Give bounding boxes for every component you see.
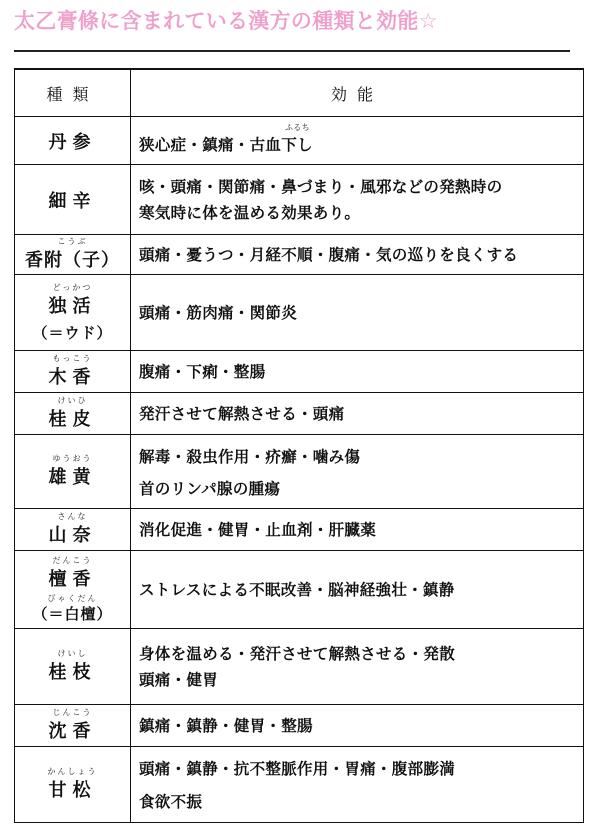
effect-text: 消化促進・健胃・止血剤・肝臓薬 [139,520,377,539]
effect-cell [131,705,584,747]
kind-ruby: こうぶ [57,237,88,246]
effect-cell [131,629,584,705]
kind-cell [15,629,131,705]
kind-name: 木香 [48,367,97,388]
effect-text: 鎮痛・鎮静・健胃・整腸 [139,716,313,735]
kind-cell [15,705,131,747]
kind-cell [15,117,131,165]
page-title: 太乙膏條に含まれている漢方の種類と効能☆ [14,9,438,33]
kind-alias: （＝ウド） [32,323,113,342]
effect-text: 狭心症・鎮痛・古血下し [139,135,313,154]
kind-ruby: ゆうおう [52,454,93,463]
effect-text: ストレスによる不眠改善・脳神経強壮・鎮静 [139,580,455,599]
kind-name: 山奈 [48,525,97,546]
effect-cell [131,393,584,435]
table-row [15,275,584,351]
kind-cell [15,509,131,551]
table-row [15,117,584,165]
table-row [15,705,584,747]
effect-text: 腹痛・下痢・整腸 [139,362,266,381]
effect-text: 頭痛・健胃 [139,670,219,689]
kind-ruby: どっかつ [52,282,93,292]
kind-name: 沈香 [48,721,97,742]
kind-name: 甘松 [48,780,97,801]
table-row [15,393,584,435]
effect-text: 解毒・殺虫作用・疥癬・噛み傷 [139,447,361,466]
table-row [15,351,584,393]
effect-text: 咳・頭痛・関節痛・鼻づまり・風邪などの発熱時の [139,177,503,196]
kind-name: 香附（子） [25,250,120,271]
table-row [15,551,584,629]
kind-alias-ruby: びゃくだん [47,593,98,603]
table-row [15,629,584,705]
kind-cell [15,165,131,235]
kind-cell [15,435,131,509]
kind-cell [15,747,131,823]
title-underline [14,50,570,52]
kind-name: 丹参 [48,131,97,153]
kind-cell [15,235,131,275]
effect-ruby: ふるち [285,122,310,132]
effect-cell [131,165,584,235]
kind-name: 独活 [48,295,97,317]
effect-cell [131,351,584,393]
kind-name: 檀香 [48,568,97,590]
kind-ruby: けいし [57,649,88,658]
effect-text: 頭痛・筋肉痛・関節炎 [139,303,298,322]
effect-cell [131,435,584,509]
kind-name: 細辛 [48,190,97,212]
effect-text: 寒気時に体を温める効果あり。 [139,203,361,222]
table-header-row [15,69,584,117]
effect-cell [131,551,584,629]
kind-name: 雄黄 [48,467,97,488]
kind-ruby: かんしょう [47,767,98,776]
effect-cell [131,117,584,165]
table-row [15,509,584,551]
kind-alias: （＝白檀） [32,604,113,623]
effect-text: 食欲不振 [139,792,203,811]
kind-ruby: じんこう [52,708,93,717]
effect-text: 頭痛・鎮静・抗不整脈作用・胃痛・腹部膨満 [139,759,456,778]
kind-cell [15,351,131,393]
effect-cell [131,235,584,275]
header-effect: 効能 [131,69,584,117]
table-row [15,235,584,275]
effect-cell [131,509,584,551]
effect-text: 発汗させて解熱させる・頭痛 [139,404,345,423]
effect-cell [131,275,584,351]
effect-text: 頭痛・憂うつ・月経不順・腹痛・気の巡りを良くする [139,245,519,264]
herb-table [14,68,584,823]
effect-text: 首のリンパ腺の腫瘍 [139,479,281,498]
table-row [15,747,584,823]
kind-cell [15,551,131,629]
kind-ruby: もっこう [52,354,93,363]
kind-cell [15,275,131,351]
effect-cell [131,747,584,823]
header-kind: 種類 [15,69,131,117]
table-row [15,165,584,235]
kind-cell [15,393,131,435]
table-row [15,435,584,509]
kind-ruby: けいひ [57,396,88,405]
kind-name: 桂皮 [48,409,97,430]
kind-name: 桂枝 [48,662,97,683]
kind-ruby: さんな [57,512,88,521]
kind-ruby: だんこう [52,555,93,565]
effect-text: 身体を温める・発汗させて解熱させる・発散 [139,644,456,663]
